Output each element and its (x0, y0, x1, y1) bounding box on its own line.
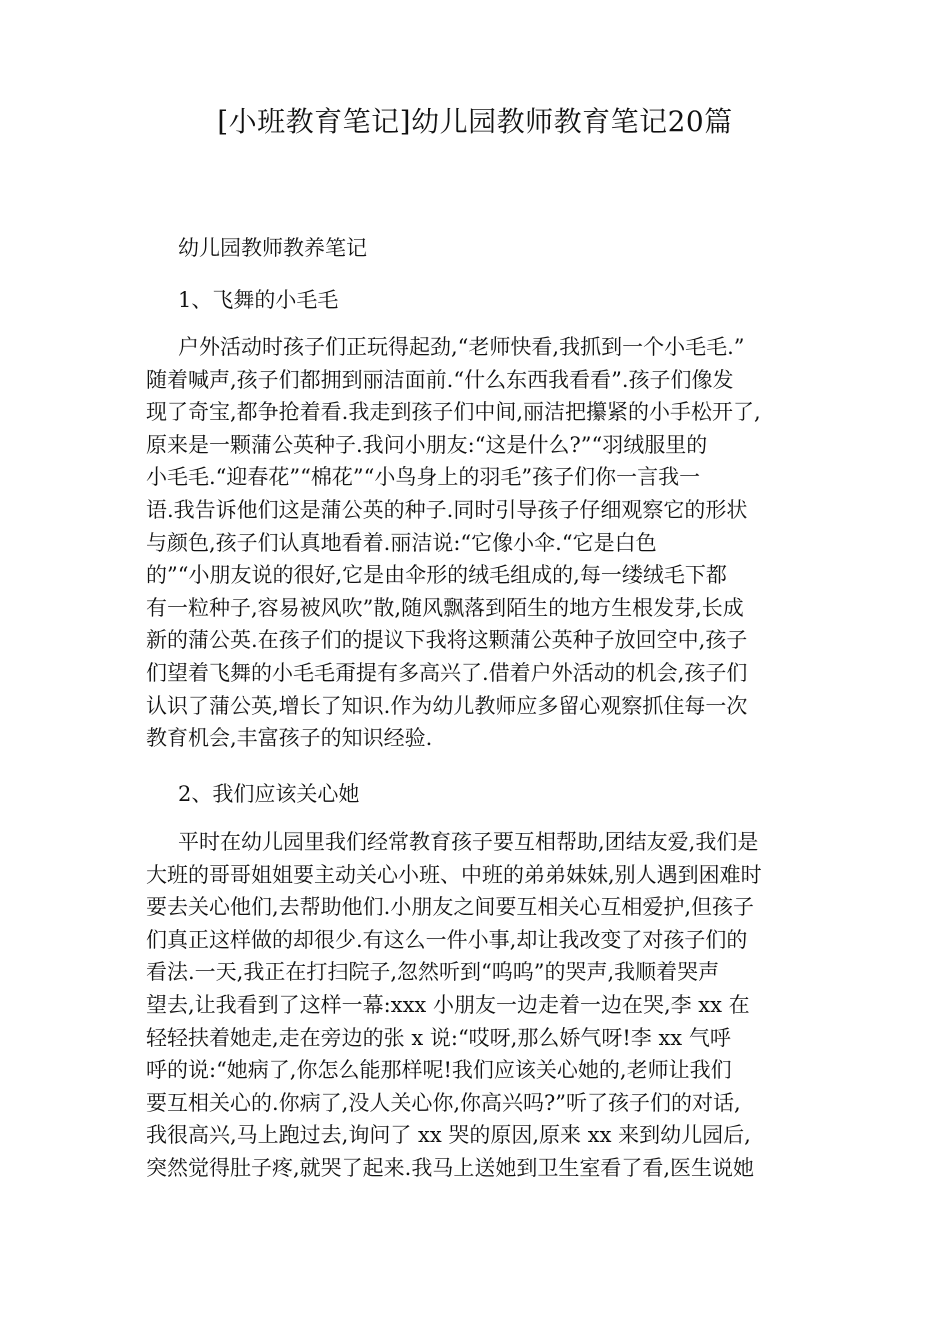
paragraph-line: 原来是一颗蒲公英种子.我问小朋友:“这是什么?”“羽绒服里的 (146, 432, 708, 457)
paragraph-line: 与颜色,孩子们认真地看着.丽洁说:“它像小伞.“它是白色 (146, 530, 657, 555)
paragraph-2 (146, 826, 826, 1185)
paragraph-line: 们望着飞舞的小毛毛甭提有多高兴了.借着户外活动的机会,孩子们 (146, 660, 748, 685)
paragraph-line: 突然觉得肚子疼,就哭了起来.我马上送她到卫生室看了看,医生说她 (146, 1155, 755, 1180)
paragraph-line: 新的蒲公英.在孩子们的提议下我将这颗蒲公英种子放回空中,孩子 (146, 628, 748, 653)
item-heading-1: 1、飞舞的小毛毛 (178, 288, 339, 312)
paragraph-line: 随着喊声,孩子们都拥到丽洁面前.“什么东西我看看”.孩子们像发 (146, 367, 734, 392)
paragraph-line: 呼的说:“她病了,你怎么能那样呢!我们应该关心她的,老师让我们 (146, 1058, 732, 1083)
paragraph-line: 看法.一天,我正在打扫院子,忽然听到“呜呜”的哭声,我顺着哭声 (146, 960, 720, 985)
paragraph-1 (146, 331, 826, 755)
paragraph-line: 轻轻扶着她走,走在旁边的张 x 说:“哎呀,那么娇气呀!李 xx 气呼 (146, 1025, 731, 1050)
paragraph-line: 望去,让我看到了这样一幕:xxx 小朋友一边走着一边在哭,李 xx 在 (146, 992, 750, 1017)
section-heading: 幼儿园教师教养笔记 (178, 236, 367, 260)
paragraph-line: 语.我告诉他们这是蒲公英的种子.同时引导孩子仔细观察它的形状 (146, 497, 748, 522)
paragraph-line: 我很高兴,马上跑过去,询问了 xx 哭的原因,原来 xx 来到幼儿园后, (146, 1123, 751, 1148)
item-heading-2: 2、我们应该关心她 (178, 782, 360, 806)
paragraph-line: 认识了蒲公英,增长了知识.作为幼儿教师应多留心观察抓住每一次 (146, 693, 748, 718)
paragraph-line: 教育机会,丰富孩子的知识经验. (146, 726, 433, 751)
paragraph-line: 们真正这样做的却很少.有这么一件小事,却让我改变了对孩子们的 (146, 927, 748, 952)
paragraph-line: 平时在幼儿园里我们经常教育孩子要互相帮助,团结友爱,我们是 (178, 830, 759, 854)
paragraph-line: 户外活动时孩子们正玩得起劲,“老师快看,我抓到一个小毛毛.” (178, 335, 745, 359)
paragraph-line: 有一粒种子,容易被风吹”散,随风飘落到陌生的地方生根发芽,长成 (146, 595, 744, 620)
paragraph-line: 现了奇宝,都争抢着看.我走到孩子们中间,丽洁把攥紧的小手松开了, (146, 400, 761, 425)
paragraph-line: 要互相关心的.你病了,没人关心你,你高兴吗?”听了孩子们的对话, (146, 1090, 741, 1115)
paragraph-line: 小毛毛.“迎春花”“棉花”“小鸟身上的羽毛”孩子们你一言我一 (146, 465, 701, 490)
paragraph-line: 的”“小朋友说的很好,它是由伞形的绒毛组成的,每一缕绒毛下都 (146, 563, 727, 588)
document-title: [小班教育笔记]幼儿园教师教育笔记20篇 (217, 105, 733, 138)
paragraph-line: 大班的哥哥姐姐要主动关心小班、中班的弟弟妹妹,别人遇到困难时 (146, 862, 762, 887)
paragraph-line: 要去关心他们,去帮助他们.小朋友之间要互相关心互相爱护,但孩子 (146, 895, 755, 920)
